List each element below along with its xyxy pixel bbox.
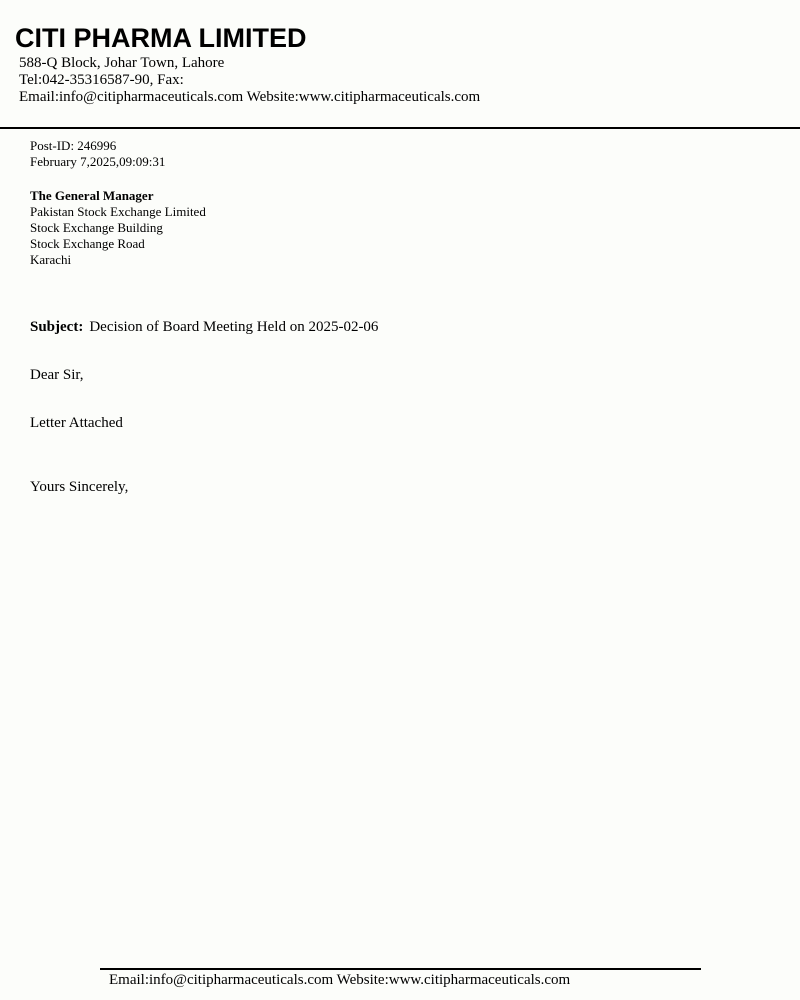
header-divider	[0, 127, 800, 129]
post-id: Post-ID: 246996	[30, 138, 117, 153]
subject-label: Subject:	[30, 319, 84, 335]
footer-email-website: Email:info@citipharmaceuticals.com Website:www.citipharmaceuticals.com	[109, 972, 571, 988]
company-contact: Tel:042-35316587-90, Fax:	[19, 72, 184, 88]
post-date: February 7,2025,09:09:31	[30, 154, 166, 169]
letter-body: Letter Attached	[30, 415, 123, 431]
footer-divider	[100, 968, 701, 970]
recipient-title: The General Manager	[30, 188, 154, 203]
subject-line	[30, 318, 378, 336]
subject-text: Decision of Board Meeting Held on 2025-02-06	[89, 319, 379, 335]
recipient-building: Stock Exchange Building	[30, 220, 163, 235]
recipient-street: Stock Exchange Road	[30, 236, 145, 251]
company-address: 588-Q Block, Johar Town, Lahore	[19, 55, 225, 71]
recipient-city: Karachi	[30, 252, 72, 267]
recipient-organization: Pakistan Stock Exchange Limited	[30, 204, 206, 219]
company-email-website: Email:info@citipharmaceuticals.com Website:www.citipharmaceuticals.com	[19, 89, 481, 105]
closing: Yours Sincerely,	[30, 479, 129, 495]
salutation: Dear Sir,	[30, 367, 84, 383]
company-name: CITI PHARMA LIMITED	[15, 23, 307, 53]
